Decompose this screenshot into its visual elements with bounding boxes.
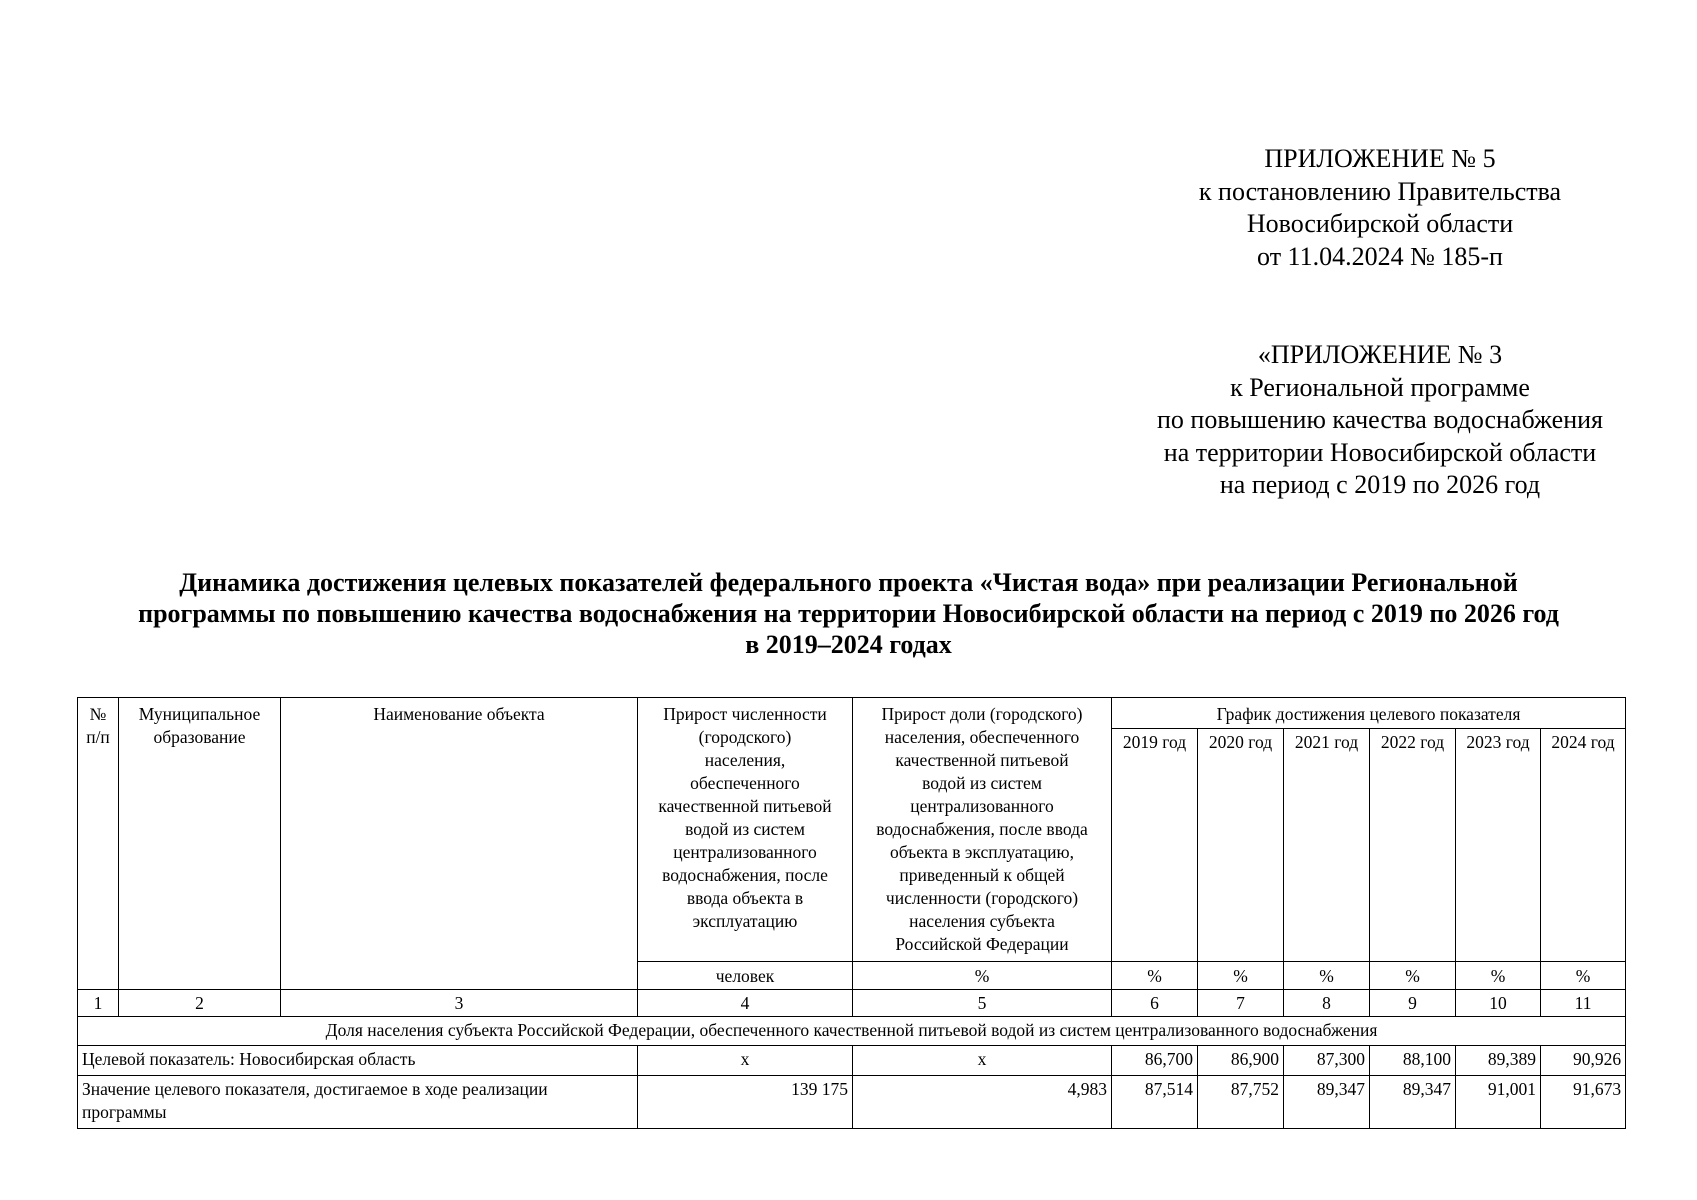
header-number: № п/п xyxy=(78,698,119,990)
column-number: 4 xyxy=(638,990,853,1017)
column-number: 2 xyxy=(119,990,281,1017)
unit-year: % xyxy=(1284,962,1370,990)
column-number: 9 xyxy=(1370,990,1456,1017)
header-population-growth: Прирост численности (городского) населения, обеспеченного качественной питьевой водой из систем централизованного водоснабжения, после ввода объекта в эксплуатацию xyxy=(638,698,853,962)
row-year-value: 91,001 xyxy=(1456,1076,1541,1129)
row-year-value: 88,100 xyxy=(1370,1046,1456,1076)
row-label: Значение целевого показателя, достигаемое в ходе реализации программы xyxy=(78,1076,638,1129)
column-number: 5 xyxy=(853,990,1112,1017)
document-title-line: программы по повышению качества водоснабжения на территории Новосибирской области на период с 2019 по 2026 год xyxy=(138,599,1559,628)
row-label: Целевой показатель: Новосибирская область xyxy=(78,1046,638,1076)
appendix-3-line: на территории Новосибирской области xyxy=(1163,437,1597,467)
section-title: Доля населения субъекта Российской Федерации, обеспеченного качественной питьевой водой из систем централизованного водоснабжения xyxy=(78,1017,1626,1046)
header-year-2022: 2022 год xyxy=(1370,729,1456,962)
row-year-value: 89,347 xyxy=(1284,1076,1370,1129)
row-population-growth: x xyxy=(638,1046,853,1076)
row-share-growth: x xyxy=(853,1046,1112,1076)
row-year-value: 89,347 xyxy=(1370,1076,1456,1129)
row-year-value: 91,673 xyxy=(1541,1076,1626,1129)
header-year-2019: 2019 год xyxy=(1112,729,1198,962)
header-object-name: Наименование объекта xyxy=(281,698,638,990)
row-year-value: 87,514 xyxy=(1112,1076,1198,1129)
column-number: 7 xyxy=(1198,990,1284,1017)
header-year-2021: 2021 год xyxy=(1284,729,1370,962)
unit-year: % xyxy=(1541,962,1626,990)
document-title-line: в 2019–2024 годах xyxy=(745,630,952,659)
column-number: 11 xyxy=(1541,990,1626,1017)
unit-year: % xyxy=(1370,962,1456,990)
row-year-value: 87,752 xyxy=(1198,1076,1284,1129)
table-row xyxy=(78,1046,1626,1076)
unit-year: % xyxy=(1198,962,1284,990)
appendix-5-line: к постановлению Правительства xyxy=(1198,176,1562,206)
appendix-5-header xyxy=(1160,143,1600,273)
column-number: 8 xyxy=(1284,990,1370,1017)
unit-year: % xyxy=(1112,962,1198,990)
header-schedule: График достижения целевого показателя xyxy=(1112,698,1626,729)
column-number: 6 xyxy=(1112,990,1198,1017)
unit-population: человек xyxy=(638,962,853,990)
header-year-2023: 2023 год xyxy=(1456,729,1541,962)
indicators-table xyxy=(77,697,1626,1129)
appendix-3-line: на период с 2019 по 2026 год xyxy=(1219,470,1541,499)
row-year-value: 89,389 xyxy=(1456,1046,1541,1076)
unit-year: % xyxy=(1456,962,1541,990)
unit-share: % xyxy=(853,962,1112,990)
appendix-3-line: «ПРИЛОЖЕНИЕ № 3 xyxy=(1257,340,1503,369)
header-share-growth: Прирост доли (городского) населения, обеспеченного качественной питьевой водой из систем централизованного водоснабжения, после ввода объекта в эксплуатацию, приведенный к общей численности (городского) населения субъекта Российской Федерации xyxy=(853,698,1112,962)
column-number: 10 xyxy=(1456,990,1541,1017)
document-title xyxy=(60,567,1637,660)
row-year-value: 90,926 xyxy=(1541,1046,1626,1076)
column-number: 3 xyxy=(281,990,638,1017)
row-share-growth: 4,983 xyxy=(853,1076,1112,1129)
table-row xyxy=(78,1076,1626,1129)
header-year-2024: 2024 год xyxy=(1541,729,1626,962)
row-year-value: 86,900 xyxy=(1198,1046,1284,1076)
row-population-growth: 139 175 xyxy=(638,1076,853,1129)
row-year-value: 87,300 xyxy=(1284,1046,1370,1076)
column-number: 1 xyxy=(78,990,119,1017)
appendix-5-line: Новосибирской области xyxy=(1246,209,1514,238)
appendix-3-header xyxy=(1130,339,1630,502)
header-municipality: Муниципальное образование xyxy=(119,698,281,990)
header-year-2020: 2020 год xyxy=(1198,729,1284,962)
appendix-3-line: по повышению качества водоснабжения xyxy=(1156,405,1603,434)
document-title-line: Динамика достижения целевых показателей федерального проекта «Чистая вода» при реализации Региональной xyxy=(179,568,1518,597)
row-year-value: 86,700 xyxy=(1112,1046,1198,1076)
appendix-5-line: от 11.04.2024 № 185-п xyxy=(1257,241,1503,271)
appendix-5-line: ПРИЛОЖЕНИЕ № 5 xyxy=(1264,144,1496,173)
appendix-3-line: к Региональной программе xyxy=(1230,372,1530,402)
